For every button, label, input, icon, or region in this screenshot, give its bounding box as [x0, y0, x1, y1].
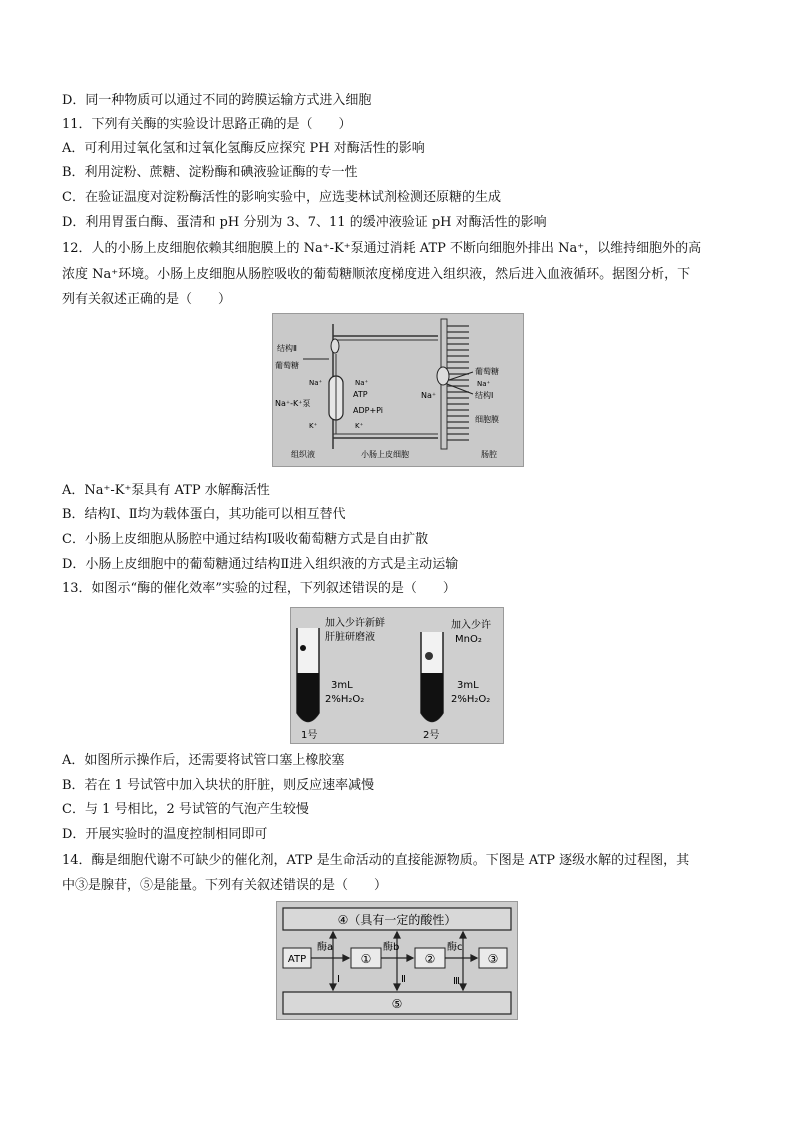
na-outside-label: Na⁺: [421, 391, 437, 400]
cell-label: 小肠上皮细胞: [361, 450, 409, 459]
tube1-add-line1: 加入少许新鲜: [325, 618, 385, 629]
q13-figure: [290, 607, 504, 744]
product3-label: ③: [487, 952, 499, 966]
q13-option-b: B．若在 1 号试管中加入块状的肝脏，则反应速率减慢: [62, 778, 375, 793]
reaction-1-label: Ⅰ: [337, 974, 340, 985]
atp-label: ATP: [353, 390, 368, 399]
tube1-volume: 3mL: [331, 680, 353, 691]
na-right-label: Na⁺: [477, 380, 491, 388]
tube2-concentration: 2%H₂O₂: [451, 694, 491, 705]
reaction-3-label: Ⅲ: [453, 976, 460, 987]
bottom-box-label: ⑤: [391, 997, 403, 1011]
q11-option-d: D．利用胃蛋白酶、蛋清和 pH 分别为 3、7、11 的缓冲液验证 pH 对酶活性的影响: [62, 215, 547, 230]
q11-stem: 11．下列有关酶的实验设计思路正确的是（ ）: [62, 117, 352, 132]
enzyme-a-label: 酶a: [317, 942, 334, 953]
q14-stem-line1: 14．酶是细胞代谢不可缺少的催化剂，ATP 是生命活动的直接能源物质。下图是 ATP 逐级水解的过程图，其: [62, 853, 690, 868]
membrane-label: 细胞膜: [475, 415, 499, 424]
q13-option-a: A．如图所示操作后，还需要将试管口塞上橡胶塞: [62, 753, 345, 768]
q11-option-b: B．利用淀粉、蔗糖、淀粉酶和碘液验证酶的专一性: [62, 165, 358, 180]
tube2-add-line2: MnO₂: [455, 634, 482, 645]
q12-option-d: D．小肠上皮细胞中的葡萄糖通过结构Ⅱ进入组织液的方式是主动运输: [62, 557, 459, 572]
tube1-label: 1号: [301, 730, 318, 741]
q14-stem-line2: 中③是腺苷，⑤是能量。下列有关叙述错误的是（ ）: [62, 878, 388, 893]
product2-label: ②: [424, 952, 436, 966]
tube2-add-line1: 加入少许: [451, 620, 491, 631]
enzyme-b-label: 酶b: [383, 942, 400, 953]
q11-option-c: C．在验证温度对淀粉酶活性的影响实验中，应选斐林试剂检测还原糖的生成: [62, 190, 501, 205]
k-right-label: K⁺: [355, 422, 364, 430]
q13-option-c: C．与 1 号相比，2 号试管的气泡产生较慢: [62, 802, 309, 817]
atp-box-label: ATP: [287, 954, 307, 965]
q12-stem-line2: 浓度 Na⁺环境。小肠上皮细胞从肠腔吸收的葡萄糖顺浓度梯度进入组织液，然后进入血液循环。据图分析，下: [62, 267, 691, 282]
q12-option-c: C．小肠上皮细胞从肠腔中通过结构Ⅰ吸收葡萄糖方式是自由扩散: [62, 532, 429, 547]
na-inner-label: Na⁺: [355, 379, 369, 387]
q12-figure: [272, 313, 524, 467]
tube1-concentration: 2%H₂O₂: [325, 694, 365, 705]
reaction-2-label: Ⅱ: [401, 974, 406, 985]
top-box-label: ④（具有一定的酸性）: [337, 913, 457, 927]
product1-label: ①: [360, 952, 372, 966]
q10-option-d: D．同一种物质可以通过不同的跨膜运输方式进入细胞: [62, 93, 372, 108]
adp-label: ADP+Pi: [353, 406, 384, 415]
q12-option-a: A．Na⁺-K⁺泵具有 ATP 水解酶活性: [62, 483, 270, 498]
tissue-fluid-label: 组织液: [291, 450, 315, 459]
q13-option-d: D．开展实验时的温度控制相同即可: [62, 827, 268, 842]
q14-figure: [276, 901, 518, 1020]
q12-stem-line1: 12．人的小肠上皮细胞依赖其细胞膜上的 Na⁺-K⁺泵通过消耗 ATP 不断向细胞外排出 Na⁺，以维持细胞外的高: [62, 241, 702, 256]
q12-option-b: B．结构Ⅰ、Ⅱ均为载体蛋白，其功能可以相互替代: [62, 507, 346, 522]
k-left-label: K⁺: [309, 422, 318, 430]
q13-stem: 13．如图示“酶的催化效率”实验的过程，下列叙述错误的是（ ）: [62, 581, 456, 596]
pump-label: Na⁺-K⁺泵: [275, 399, 311, 408]
tube2-volume: 3mL: [457, 680, 479, 691]
q11-option-a: A．可利用过氧化氢和过氧化氢酶反应探究 PH 对酶活性的影响: [62, 141, 425, 156]
lumen-label: 肠腔: [481, 450, 497, 459]
na-left-label: Na⁺: [309, 379, 323, 387]
struct1-label: 结构Ⅰ: [475, 391, 494, 400]
glucose-right-label: 葡萄糖: [475, 367, 499, 376]
struct2-label: 结构Ⅱ: [277, 344, 297, 353]
enzyme-c-label: 酶c: [447, 942, 463, 953]
tube2-label: 2号: [423, 730, 440, 741]
tube1-add-line2: 肝脏研磨液: [325, 632, 375, 643]
q12-stem-line3: 列有关叙述正确的是（ ）: [62, 292, 232, 307]
glucose-left-label: 葡萄糖: [275, 361, 299, 370]
